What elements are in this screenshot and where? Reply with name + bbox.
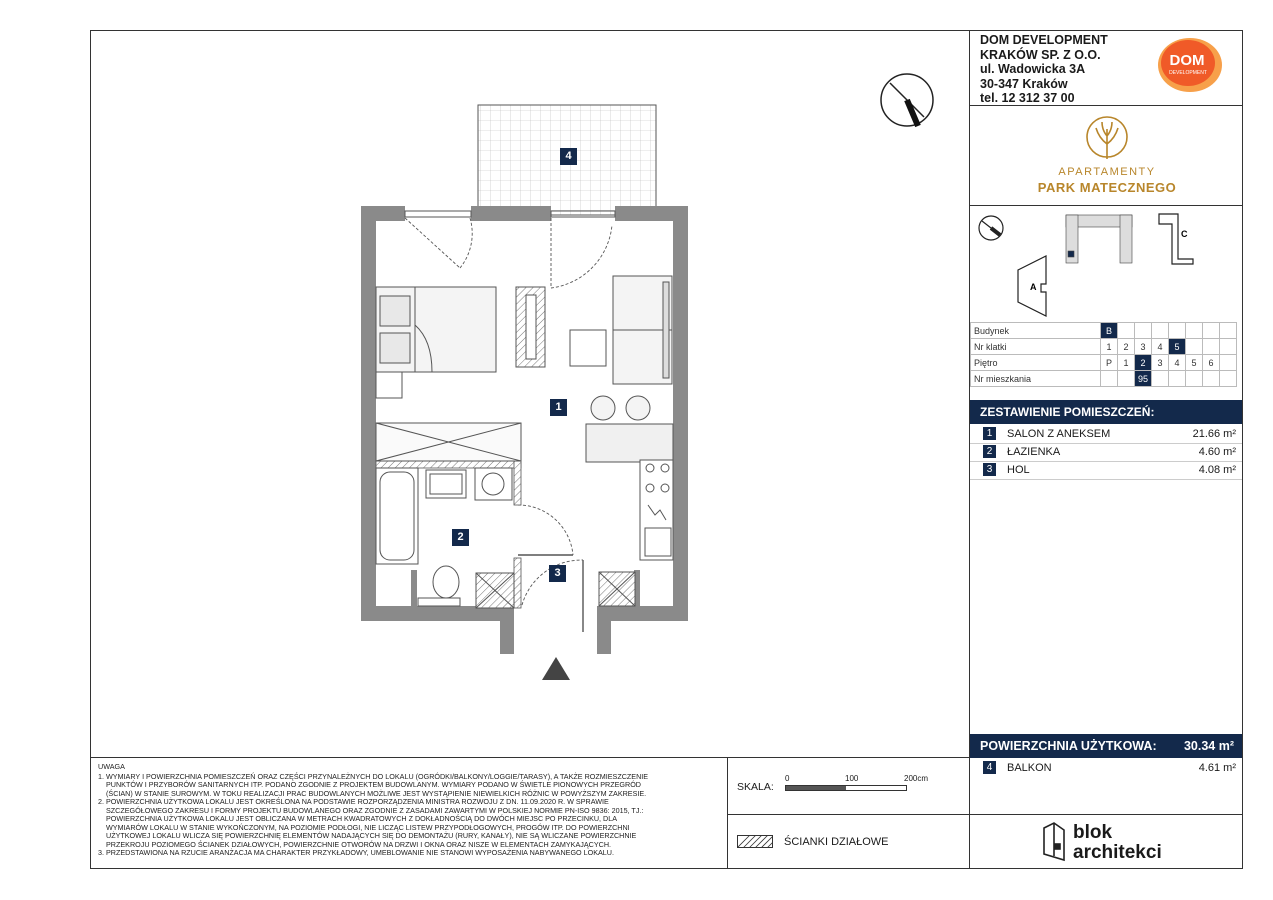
shaft (476, 573, 514, 608)
logo-dom-text: DOM (1169, 52, 1205, 69)
wardrobe (516, 287, 545, 367)
developer-name: DOM DEVELOPMENT (980, 33, 1108, 47)
site-building-b (1066, 215, 1132, 263)
room-row (970, 443, 1242, 462)
footer-divider (90, 757, 969, 758)
note-line: POWIERZCHNIA UŻYTKOWA LOKALU JEST OBLICZANA W METRACH KWADRATOWYCH Z DOKŁADNOŚCIĄ DO DWÓCH MIEJSC PO PRZECINKU, DLA (106, 814, 618, 823)
architect-name-line2: architekci (1073, 842, 1162, 863)
bathtub (376, 468, 418, 564)
notes-block (98, 763, 720, 858)
building-value: B (1101, 323, 1118, 339)
room-area: 4.60 m² (1198, 446, 1236, 458)
notes-divider (727, 757, 728, 869)
building-row (971, 323, 1237, 339)
washbasin (426, 470, 466, 498)
logo-development-text: DEVELOPMENT (1169, 70, 1207, 76)
note-line: SZCZEGÓŁOWEGO ZAKRESU I FORMY PROJEKTU BUDOWLANEGO ORAZ ZGODNIE Z ZASADAMI ZAWARTYMI W POLSKIEJ NORMIE PN-ISO 9836: 2015, TJ.: (106, 805, 644, 815)
note-line: UŻYTKOWEJ LOKALU WLICZA SIĘ POWIERZCHNIĘ ELEMENTÓW NADAJĄCYCH SIĘ DO DEMONTAŻU (RURY, KANAŁY), NIE SĄ WLICZANE POWIERZCHNIE (106, 831, 637, 840)
developer-company: KRAKÓW SP. Z O.O. (980, 47, 1101, 62)
stairwell-cell: 3 (1135, 339, 1152, 355)
plan-label-living-room: 1 (550, 399, 567, 416)
note-line: WYMIARÓW LOKALU W STANIE WYKOŃCZONYM, NA POZIOMIE PODŁOGI, NIE LICZĄC LISTEW PRZYPODŁOGOWYCH, PROGÓW ITP. DO POWIERZCHNI (106, 822, 630, 832)
usable-area-bar (970, 734, 1242, 758)
stairwell-row (971, 339, 1237, 355)
usable-area-value: 30.34 m² (1183, 739, 1234, 753)
scale-tick-200: 200cm (904, 774, 929, 783)
door-swings (405, 218, 612, 605)
room-name: HOL (1007, 464, 1030, 476)
floor-cell: 5 (1186, 355, 1203, 371)
entrance-arrow-icon (542, 657, 570, 680)
stairwell-label: Nr klatki (971, 339, 1101, 355)
scale-divider (727, 814, 969, 815)
kitchen-counter (586, 424, 673, 462)
usable-area-label: POWIERZCHNIA UŻYTKOWA: (980, 739, 1157, 753)
floor-cell: 4 (1169, 355, 1186, 371)
stool (626, 396, 650, 420)
balcony-name: BALKON (1007, 762, 1052, 774)
floor-label: Piętro (971, 355, 1101, 371)
room-area: 4.08 m² (1198, 464, 1236, 476)
apartment-label: Nr mieszkania (971, 371, 1101, 387)
note-line: 2. POWIERZCHNIA UŻYTKOWA LOKALU JEST OKREŚLONA NA PODSTAWIE ROZPORZĄDZENIA MINISTRA ROZWOJU Z DN. 11.09.2020 R. W SPRAWIE (98, 797, 609, 806)
room-area: 21.66 m² (1192, 428, 1236, 440)
sofa (613, 276, 672, 384)
plan-label-balcony: 4 (560, 148, 577, 165)
stairwell-cell: 2 (1118, 339, 1135, 355)
developer-phone: tel. 12 312 37 00 (980, 91, 1075, 105)
floor-plan (355, 100, 695, 690)
bed (376, 287, 496, 398)
notes-title: UWAGA (98, 762, 125, 771)
project-name-line2: PARK MATECZNEGO (1037, 180, 1177, 195)
balcony-number: 4 (983, 761, 996, 774)
floor-cell-selected: 2 (1135, 355, 1152, 371)
project-name-line1: APARTAMENTY (1058, 166, 1156, 178)
room-number: 2 (983, 445, 996, 458)
floor-cell: 1 (1118, 355, 1135, 371)
scale-label: SKALA: (737, 781, 774, 793)
blok-architekci-logo-icon (1040, 820, 1070, 864)
site-building-c (1159, 214, 1193, 264)
developer-street: ul. Wadowicka 3A (980, 62, 1086, 76)
plan-label-bathroom: 2 (452, 529, 469, 546)
dom-development-logo (1156, 35, 1224, 95)
floor-cell: 3 (1152, 355, 1169, 371)
building-label: Budynek (971, 323, 1101, 339)
scale-tick-0: 0 (785, 774, 790, 783)
floor-cell: P (1101, 355, 1118, 371)
balcony-area: 4.61 m² (1198, 762, 1236, 774)
scale-bar (785, 785, 907, 791)
room-number: 3 (983, 463, 996, 476)
washing-machine (475, 468, 512, 500)
balcony-row (970, 759, 1242, 777)
floor-row (971, 355, 1237, 371)
kitchen-shaft (599, 572, 635, 606)
rooms-header (970, 400, 1242, 424)
toilet (418, 566, 460, 606)
balcony-divider (970, 814, 1243, 815)
rooms-header-text: ZESTAWIENIE POMIESZCZEŃ: (980, 405, 1155, 419)
stairwell-cell-selected: 5 (1169, 339, 1186, 355)
site-building-c-label: C (1181, 229, 1188, 239)
architect-name-line1: blok (1073, 822, 1113, 843)
project-tree-logo (1084, 114, 1130, 164)
room-name: ŁAZIENKA (1007, 446, 1061, 458)
note-line: 1. WYMIARY I POWIERZCHNIA POMIESZCZEŃ ORAZ CZĘŚCI PRZYNALEŻNYCH DO LOKALU (OGRÓDKI/BALKONY/LOGGIE/TARASY), A TAKŻE ROZMIESZCZENIE (98, 771, 649, 781)
wardrobe-hol (376, 423, 521, 461)
site-building-a-label: A (1030, 282, 1037, 292)
note-line: PUNKTÓW I PRZYBORÓW SANITARNYCH ITP. PODANO ZGODNIE Z PROJEKTEM BUDOWLANYM. WYMIARY PODANO W ŚWIETLE PIONOWYCH PRZEGRÓD (106, 780, 641, 789)
apartment-value: 95 (1135, 371, 1152, 387)
partition-wall-legend-swatch (737, 835, 773, 848)
note-line: (ŚCIAN) W STANIE SUROWYM. W TOKU REALIZACJI PRAC BUDOWLANYCH MOŻLIWE JEST WYSTĄPIENIE NIEWIELKICH RÓŻNIC W POWYŻSZYM ZAKRESIE. (106, 788, 647, 798)
developer-city: 30-347 Kraków (980, 76, 1068, 91)
room-name: SALON Z ANEKSEM (1007, 428, 1111, 440)
room-number: 1 (983, 427, 996, 440)
apartment-info-table (970, 322, 1237, 387)
stool (591, 396, 615, 420)
developer-info (980, 33, 1108, 106)
stairwell-cell: 1 (1101, 339, 1118, 355)
stairwell-cell: 4 (1152, 339, 1169, 355)
kitchen-unit (640, 460, 673, 560)
room-row (970, 425, 1242, 444)
site-plan (972, 208, 1240, 320)
note-line: 3. PRZEDSTAWIONA NA RZUCIE ARANŻACJA MA CHARAKTER PRZYKŁADOWY, UMEBLOWANIE NIE STANOWI WYPOSAŻENIA NABYWANEGO LOKALU. (98, 848, 614, 857)
floor-cell: 6 (1203, 355, 1220, 371)
apartment-row (971, 371, 1237, 387)
room-row (970, 461, 1242, 480)
north-compass-icon (878, 73, 938, 133)
project-divider (970, 205, 1243, 206)
side-table (570, 330, 606, 366)
partition-wall-legend-label: ŚCIANKI DZIAŁOWE (784, 836, 889, 848)
note-line: PRZEKROJU POZIOMEGO ŚCIANEK DZIAŁOWYCH, POWIERZCHNIE OTWORÓW NA DRZWI I OKNA ORAZ NISZE W ELEMENTACH ZAMYKAJĄCYCH. (106, 839, 612, 849)
scale-tick-100: 100 (845, 774, 859, 783)
plan-label-hall: 3 (549, 565, 566, 582)
site-compass-icon (979, 216, 1003, 240)
